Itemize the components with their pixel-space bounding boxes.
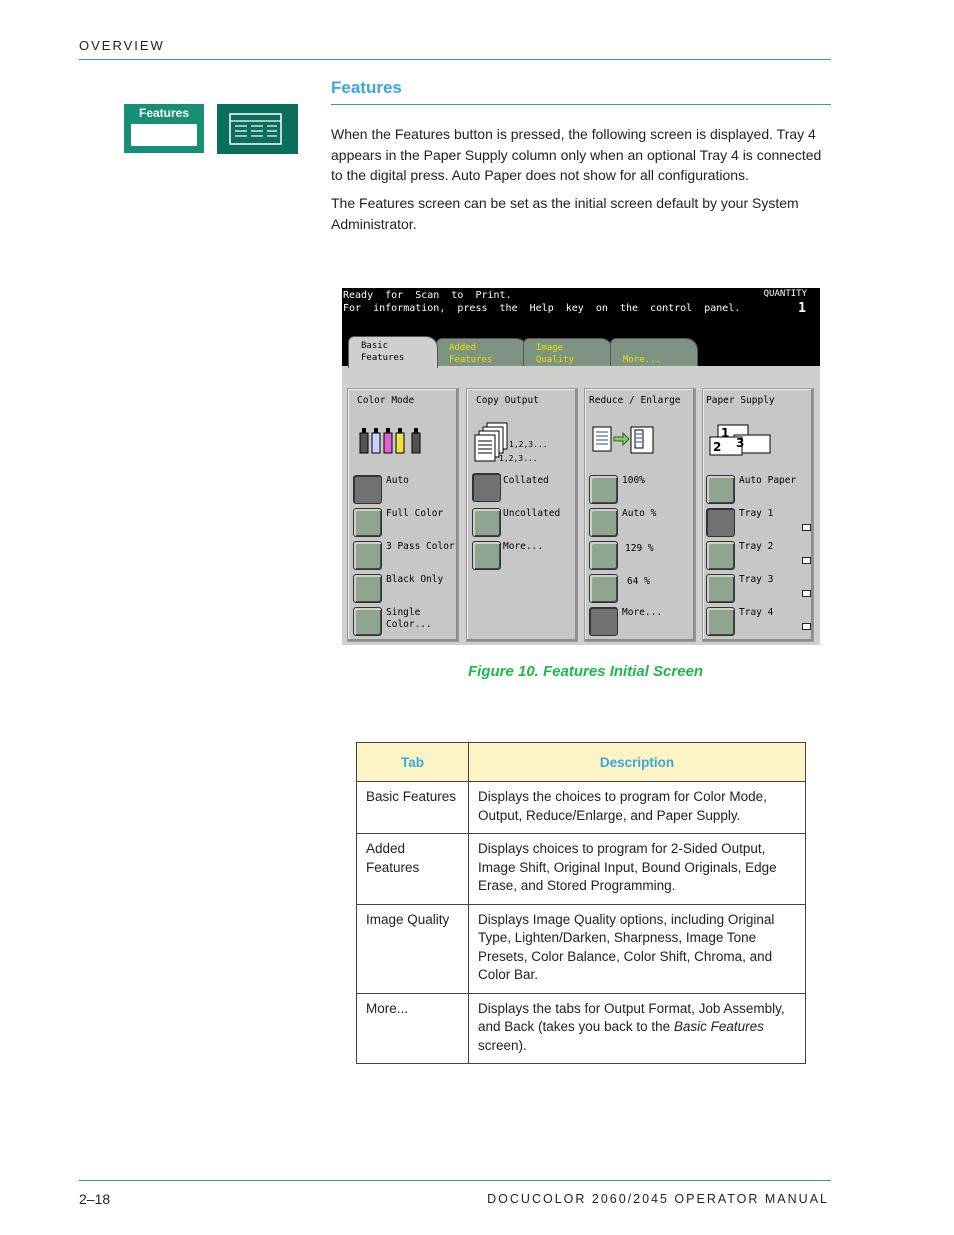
running-header: OVERVIEW: [79, 38, 165, 53]
tray-1-label: Tray 1: [739, 508, 774, 519]
figure-caption: Figure 10. Features Initial Screen: [468, 663, 704, 680]
reduce-enlarge-panel: [584, 388, 696, 642]
enlarge-129-label: 129 %: [625, 543, 654, 554]
auto-paper-button[interactable]: [706, 475, 735, 504]
section-heading: Features: [331, 78, 402, 97]
more-desc-pre: Displays the tabs for Output Format, Job Assembly, and Back (takes you back to the: [478, 1000, 785, 1034]
full-color-label: Full Color: [386, 508, 444, 519]
collated-button[interactable]: [472, 473, 501, 502]
table-row: [357, 782, 806, 834]
tab-image-line1: Image: [536, 343, 564, 353]
tray-2-button[interactable]: [706, 541, 735, 570]
reduce-64-label: 64 %: [627, 576, 650, 587]
default-screen-paragraph: The Features screen can be set as the initial screen default by your System Administrator.: [331, 195, 799, 232]
table-cell-description: [469, 993, 806, 1064]
features-screen-figure: [342, 288, 820, 645]
tray-4-button[interactable]: [706, 607, 735, 636]
tray-icon-digit-3: 3: [736, 436, 745, 450]
table-cell-description: Displays choices to program for 2-Sided Output, Image Shift, Original Input, Bound Originals, Edge Erase, and Stored Programming.: [469, 834, 806, 905]
copy-output-more-label: More...: [503, 541, 544, 552]
reduce-auto-label: Auto %: [622, 508, 657, 519]
table-header-description: Description: [469, 743, 806, 782]
tray-3-button[interactable]: [706, 574, 735, 603]
copy-output-panel: [466, 388, 578, 642]
tray-1-paper-icon: [802, 524, 811, 531]
features-button-blank: [131, 124, 197, 146]
tray-2-paper-icon: [802, 557, 811, 564]
tray-4-paper-icon: [802, 623, 811, 630]
tab-description-table: [356, 742, 806, 1064]
table-header-tab: Tab: [357, 743, 469, 782]
single-color-line2: Color...: [386, 619, 432, 630]
collated-label: Collated: [503, 475, 549, 486]
enlarge-129-button[interactable]: [589, 541, 618, 570]
three-pass-color-label: 3 Pass Color: [386, 541, 455, 552]
reduce-auto-button[interactable]: [589, 508, 618, 537]
heading-rule: [331, 104, 831, 105]
screen-layout-icon: [217, 104, 298, 154]
color-auto-button[interactable]: [353, 475, 382, 504]
more-desc-post: screen).: [478, 1037, 527, 1053]
intro-paragraph: When the Features button is pressed, the following screen is displayed. Tray 4 appears in the Paper Supply column only when an optional Tray 4 is connected to the digital press. Auto Paper does not show for all configurations.: [331, 126, 822, 183]
tray-4-label: Tray 4: [739, 607, 774, 618]
black-only-label: Black Only: [386, 574, 444, 585]
tray-3-label: Tray 3: [739, 574, 774, 585]
color-mode-panel: [347, 388, 459, 642]
copy-output-title: Copy Output: [476, 395, 539, 406]
single-color-button[interactable]: [353, 607, 382, 636]
reduce-100-label: 100%: [622, 475, 645, 486]
table-header-row: [357, 743, 806, 782]
black-only-button[interactable]: [353, 574, 382, 603]
paper-supply-title: Paper Supply: [706, 395, 775, 406]
tab-image-line2: Quality: [536, 355, 574, 365]
tab-image-quality[interactable]: [523, 338, 613, 366]
tab-more[interactable]: [610, 338, 698, 366]
uncollated-button[interactable]: [472, 508, 501, 537]
tab-more-line2: More...: [623, 355, 661, 365]
color-bottles-icon: [358, 425, 428, 455]
tray-2-label: Tray 2: [739, 541, 774, 552]
auto-paper-label: Auto Paper: [739, 475, 797, 486]
full-color-button[interactable]: [353, 508, 382, 537]
reduce-64-button[interactable]: [589, 574, 618, 603]
table-cell-tab: Image Quality: [357, 904, 469, 993]
header-rule: [79, 59, 831, 60]
color-mode-title: Color Mode: [357, 395, 415, 406]
reduce-100-button[interactable]: [589, 475, 618, 504]
table-cell-description: Displays the choices to program for Color Mode, Output, Reduce/Enlarge, and Paper Supply.: [469, 782, 806, 834]
more-desc-emphasis: Basic Features: [673, 1019, 764, 1034]
reduce-enlarge-icon: [591, 425, 655, 455]
status-message: [343, 289, 740, 315]
footer-rule: [79, 1180, 831, 1181]
single-color-line1: Single: [386, 607, 421, 618]
table-row: [357, 904, 806, 993]
tab-added-line1: Added: [449, 343, 477, 353]
tray-1-button[interactable]: [706, 508, 735, 537]
tab-added-features[interactable]: [436, 338, 528, 366]
tab-added-line2: Features: [449, 355, 493, 365]
tray-icon-digit-1: 1: [721, 426, 730, 440]
table-cell-tab: Basic Features: [357, 782, 469, 834]
single-color-label: [386, 607, 432, 631]
color-auto-label: Auto: [386, 475, 409, 486]
tab-basic-features[interactable]: [348, 336, 438, 368]
table-row: [357, 834, 806, 905]
paper-supply-panel: [702, 388, 814, 642]
copy-output-more-button[interactable]: [472, 541, 501, 570]
table-cell-tab: More...: [357, 993, 469, 1064]
table-cell-description: Displays Image Quality options, including Original Type, Lighten/Darken, Sharpness, Image Tone Presets, Color Balance, Color Shift, Chroma, and Color Bar.: [469, 904, 806, 993]
reduce-more-label: More...: [622, 607, 663, 618]
reduce-more-button[interactable]: [589, 607, 618, 636]
tab-basic-line2: Features: [361, 353, 405, 363]
tray-icon-digit-2: 2: [713, 440, 722, 454]
table-row: [357, 993, 806, 1064]
status-line-1: Ready for Scan to Print.: [343, 290, 512, 301]
manual-title: DOCUCOLOR 2060/2045 OPERATOR MANUAL: [487, 1192, 829, 1206]
features-button-icon: [124, 104, 204, 153]
features-button-label: Features: [138, 106, 190, 120]
status-line-2: For information, press the Help key on the control panel.: [343, 303, 741, 314]
quantity-value: 1: [798, 301, 806, 316]
tab-more-line1: [623, 342, 697, 354]
table-cell-tab: Added Features: [357, 834, 469, 905]
collation-order-text-2: 1,2,3...: [499, 454, 538, 463]
uncollated-label: Uncollated: [503, 508, 561, 519]
tray-3-paper-icon: [802, 590, 811, 597]
quantity-label: QUANTITY: [763, 289, 807, 299]
paper-trays-icon: [708, 423, 774, 461]
page-number: 2–18: [79, 1191, 111, 1207]
three-pass-color-button[interactable]: [353, 541, 382, 570]
reduce-enlarge-title: Reduce / Enlarge: [589, 395, 681, 406]
tab-basic-line1: Basic: [361, 341, 389, 351]
collation-order-text-1: 1,2,3...: [509, 440, 548, 449]
